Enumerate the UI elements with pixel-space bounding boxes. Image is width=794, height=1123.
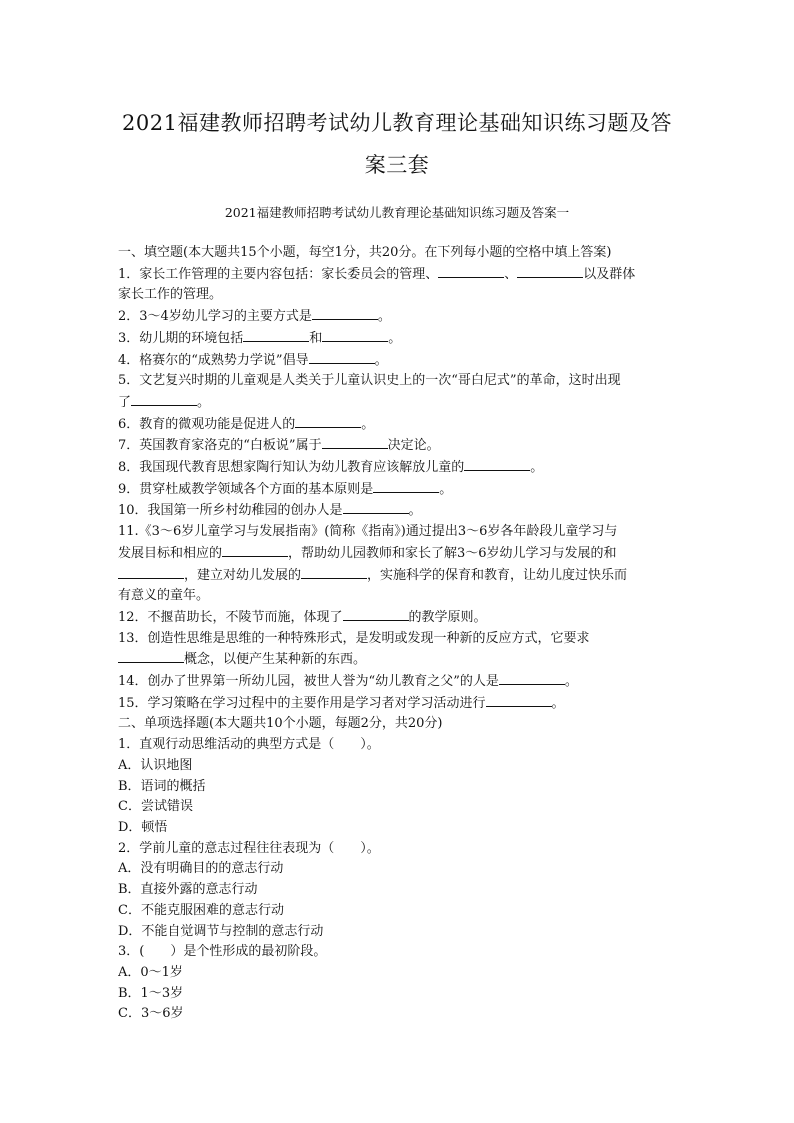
line-segment: 3．幼儿期的环境包括 <box>118 330 244 346</box>
text-line <box>118 818 683 839</box>
line-segment: 2．学前儿童的意志过程往往表现为（ ）。 <box>118 840 380 856</box>
line-segment: 二、单项选择题(本大题共10个小题，每题2分，共20分) <box>118 716 443 732</box>
text-line <box>118 797 683 818</box>
answer-blank <box>464 457 530 471</box>
line-segment: 9．贯穿杜威教学领域各个方面的基本原则是 <box>118 481 374 497</box>
text-line <box>118 922 683 943</box>
line-segment: 。 <box>564 674 578 690</box>
line-segment: 概念，以便产生某种新的东西。 <box>184 652 367 668</box>
answer-blank <box>517 264 583 278</box>
line-segment: A．认识地图 <box>118 757 193 773</box>
answer-blank <box>343 607 409 621</box>
line-segment: 7．英国教育家洛克的“白板说”属于 <box>118 438 322 454</box>
document-title <box>100 102 694 186</box>
line-segment: A．没有明确目的的意志行动 <box>118 861 284 877</box>
line-segment: 。 <box>388 330 402 346</box>
text-line <box>118 264 683 286</box>
line-segment: A．0～1岁 <box>118 964 183 980</box>
line-segment: 15．学习策略在学习过程中的主要作用是学习者对学习活动进行 <box>118 695 486 711</box>
text-line <box>118 942 683 963</box>
text-line <box>118 777 683 798</box>
line-segment: 、 <box>504 266 518 282</box>
line-segment: 5．文艺复兴时期的儿童观是人类关于儿童认识史上的一次“哥白尼式”的革命，这时出现 <box>118 373 621 389</box>
line-segment: 2．3～4岁幼儿学习的主要方式是 <box>118 309 312 325</box>
answer-blank <box>118 649 184 663</box>
text-line <box>118 328 683 350</box>
line-segment: C．3～6岁 <box>118 1006 184 1022</box>
line-segment: 的教学原则。 <box>408 609 487 625</box>
answer-blank <box>222 543 288 557</box>
text-line <box>118 984 683 1005</box>
text-line <box>118 901 683 922</box>
line-segment: 。 <box>530 460 544 476</box>
line-segment: C．尝试错误 <box>118 799 193 815</box>
answer-blank <box>322 328 388 342</box>
text-line <box>118 671 683 693</box>
line-segment: 。 <box>439 481 453 497</box>
answer-blank <box>118 565 184 579</box>
text-line <box>118 414 683 436</box>
answer-blank <box>499 671 565 685</box>
document-body <box>118 243 683 1025</box>
line-segment: 11.《3～6岁儿童学习与发展指南》(简称《指南》)通过提出3～6岁各年龄段儿童学习与 <box>118 524 618 540</box>
text-line <box>118 859 683 880</box>
line-segment: 8．我国现代教育思想家陶行知认为幼儿教育应该解放儿童的 <box>118 460 465 476</box>
text-line <box>118 243 683 264</box>
text-line <box>118 306 683 328</box>
line-segment: B．1～3岁 <box>118 985 184 1001</box>
text-line <box>118 963 683 984</box>
text-line <box>118 371 683 392</box>
line-segment: 13．创造性思维是思维的一种特殊形式，是发明或发现一种新的反应方式，它要求 <box>118 630 590 646</box>
line-segment: 12．不揠苗助长，不陵节而施，体现了 <box>118 609 343 625</box>
title-line-2: 案三套 <box>364 153 430 177</box>
text-line <box>118 735 683 756</box>
text-line <box>118 880 683 901</box>
answer-blank <box>243 328 309 342</box>
line-segment: 。 <box>197 394 211 410</box>
text-line <box>118 649 683 671</box>
text-line <box>118 435 683 457</box>
text-line <box>118 1004 683 1025</box>
text-line <box>118 285 683 306</box>
line-segment: 1．直观行动思维活动的典型方式是（ ）。 <box>118 737 380 753</box>
answer-blank <box>373 479 439 493</box>
answer-blank <box>295 414 361 428</box>
line-segment: 决定论。 <box>387 438 440 454</box>
answer-blank <box>301 565 367 579</box>
text-line <box>118 350 683 372</box>
text-line <box>118 479 683 501</box>
line-segment: 了 <box>118 394 132 410</box>
text-line <box>118 714 683 735</box>
text-line <box>118 457 683 479</box>
line-segment: ，实施科学的保育和教育，让幼儿度过快乐而 <box>367 567 628 583</box>
text-line <box>118 565 683 587</box>
text-line <box>118 756 683 777</box>
line-segment: ，建立对幼儿发展的 <box>184 567 302 583</box>
text-line <box>118 586 683 607</box>
line-segment: 4．格赛尔的“成熟势力学说”倡导 <box>118 352 309 368</box>
line-segment: 一、填空题(本大题共15个小题，每空1分，共20分。在下列每小题的空格中填上答案) <box>118 245 612 260</box>
line-segment: D．不能自觉调节与控制的意志行动 <box>118 923 324 939</box>
text-line <box>118 839 683 860</box>
line-segment: B．直接外露的意志行动 <box>118 882 258 898</box>
line-segment: 。 <box>361 416 375 432</box>
answer-blank <box>309 350 375 364</box>
line-segment: 发展目标和相应的 <box>118 545 223 561</box>
text-line <box>118 500 683 522</box>
answer-blank <box>486 693 552 707</box>
line-segment: 家长工作的管理。 <box>118 287 223 303</box>
line-segment: B．语词的概括 <box>118 778 206 794</box>
line-segment: 。 <box>408 503 422 519</box>
text-line <box>118 392 683 414</box>
line-segment: 6．教育的微观功能是促进人的 <box>118 416 296 432</box>
line-segment: 。 <box>374 352 388 368</box>
line-segment: ，帮助幼儿园教师和家长了解3～6岁幼儿学习与发展的和 <box>288 545 617 561</box>
document-subtitle: 2021福建教师招聘考试幼儿教育理论基础知识练习题及答案一 <box>224 205 570 220</box>
text-line <box>118 607 683 629</box>
answer-blank <box>312 306 378 320</box>
text-line <box>118 543 683 565</box>
line-segment: 。 <box>377 309 391 325</box>
line-segment: 有意义的童年。 <box>118 588 210 604</box>
line-segment: D．顿悟 <box>118 819 168 835</box>
answer-blank <box>438 264 504 278</box>
text-line <box>118 629 683 650</box>
line-segment: 和 <box>309 330 323 346</box>
line-segment: C．不能克服困难的意志行动 <box>118 902 284 918</box>
line-segment: 14．创办了世界第一所幼儿园，被世人誉为“幼儿教育之父”的人是 <box>118 674 499 690</box>
line-segment: 。 <box>551 695 565 711</box>
text-line <box>118 522 683 543</box>
line-segment: 1．家长工作管理的主要内容包括：家长委员会的管理、 <box>118 266 439 282</box>
title-line-1: 2021福建教师招聘考试幼儿教育理论基础知识练习题及答 <box>122 111 672 135</box>
line-segment: 以及群体 <box>583 266 636 282</box>
text-line <box>118 693 683 715</box>
line-segment: 10．我国第一所乡村幼稚园的创办人是 <box>118 503 343 519</box>
line-segment: 3．( ）是个性形成的最初阶段。 <box>118 944 327 960</box>
answer-blank <box>131 392 197 406</box>
answer-blank <box>343 500 409 514</box>
answer-blank <box>322 435 388 449</box>
